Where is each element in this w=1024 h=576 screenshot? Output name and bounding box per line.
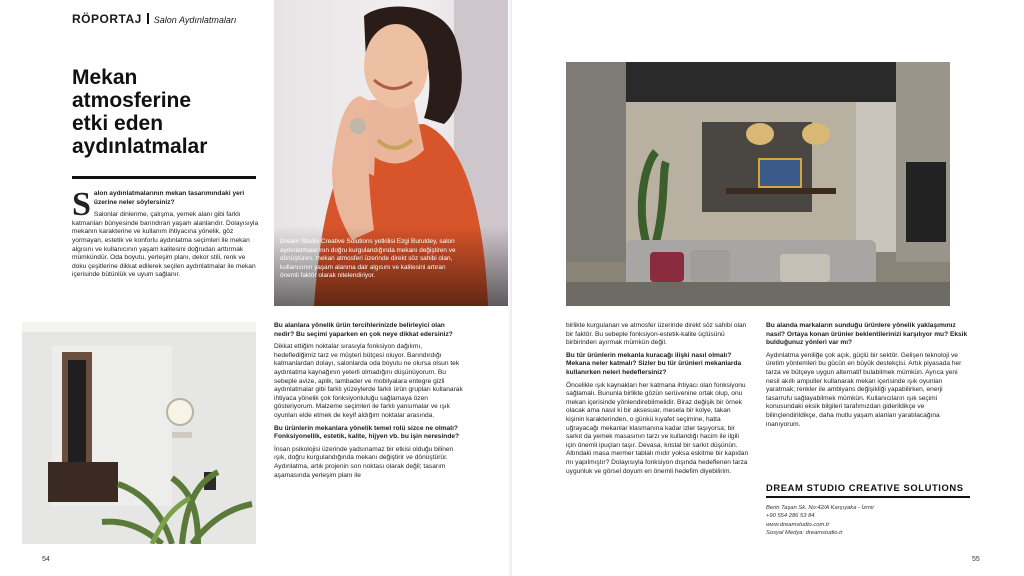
- title-line: atmosferine: [72, 89, 192, 112]
- column-2-text: [274, 322, 464, 484]
- right-page: [512, 0, 1024, 576]
- company-phone: +90 554 286 53 84: [766, 513, 815, 520]
- question-2: Bu ürünlerin mekanlara yönelik temel rolü sizce ne olmalı? Fonksiyonellik, estetik, kalite, hijyen vb. bu işin neresinde?: [274, 424, 460, 441]
- article-title: [72, 66, 272, 158]
- intro-answer: Salonlar dinlenme, çalışma, yemek alanı gibi farklı katmanları bünyesinde barındıran yaşam alanlarıdır. Dolayısıyla mekanın karakterine ve kullanım ihtiyacına yönelik, göz yormayan, estetik ve konforlu aydınlatma seçimleri ile mekan algısını ve kullanıcının yaşam kalitesini doğrudan arttırmak mümkündür. Oda boyutu, yerleşim planı, dekor stili, renk ve doku çeşitlerine dikkat edilerek seçilen aydınlatmalar ile mekan içerisinde bütünlük ve uyum sağlanır.: [72, 211, 259, 279]
- company-social[interactable]: Sosyal Medya: dreamstudio.tr: [766, 530, 843, 537]
- company-address: Berin Taşan Sk. No:42/A Karşıyaka - İzmir: [766, 505, 875, 511]
- answer-2-continued: birlikte kurgulanan ve atmosfer üzerinde direkt söz sahibi olan bir faktör. Bu sebeple fonksiyon-estetik-kalite üçlüsünü birbirinden ayırmak mümkün değil.: [566, 322, 747, 347]
- page-number-left: 54: [42, 556, 50, 563]
- title-line: aydınlatmalar: [72, 135, 208, 158]
- intro-question-text: alon aydınlatmalarının mekan tasarımındaki yeri üzerine neler söylersiniz?: [93, 190, 245, 206]
- company-website[interactable]: www.dreamstudio.com.tr: [766, 521, 830, 528]
- question-3: Bu tür ürünlerin mekanla kuracağı ilişki nasıl olmalı? Mekana neler katmalı? Sizler bu tür ürünleri mekanlarda kullanırken neleri hedeflersiniz?: [566, 351, 742, 376]
- answer-3: Öncelikle ışık kaynakları her katmana ihtiyacı olan fonksiyonu sağlamalı. Bununla birlikte gözün serüvenine ortak olup, onu mekan içerisinde yönlendirebilmelidir. Biraz değişik bir örnek olacak ama nasıl ki bir aksesuar, mesela bir kolye, takan kişinin karakterinden, o günkü kıyafet seçimine, hatta uğrayacağı mekanlar klasmanına kadar izler taşıyorsa; bir sarkıt da yemek masasının tarzı ve kullandığı hacim ile ilgili için önemli ipuçları taşır. Devasa, kristal bir sarkıt düşünün. Altındaki masa mermer tablalı mıdır yoksa eskitme bir kapıdan mı yapılmıştır? Dolayısıyla fonksiyon dışında hedeflenen tarza uygunluk ve görsel doyum en önemli hedefim diyebilirim.: [566, 381, 749, 475]
- section-subtitle: Salon Aydınlatmaları: [153, 15, 237, 25]
- interior-wall-illustration: [22, 322, 256, 544]
- answer-1: Dikkat ettiğim noktalar sırasıyla fonksiyon dağılımı, hedeflediğimiz tarz ve müşteri bütçesi oluyor. Barındırdığı katmanlardan dolayı, salonlarda oda boyutu ne olursa olsun tek aydınlatma kaynağının yeterli olmadığını düşünüyorum. Bu sebeple avize, aplik, lambader ve mobilyalara entegre gizli aydınlatmalar gibi farklı yüzeylerde farklı ürün grupları kullanarak ihtiyaca yönelik çok fonksiyonluluğu sağlamaya özen gösteriyorum. Malzeme seçimleri ile farklı yansımalar ve ışık oyunları elde etmek de keyif aldığım noktalar arasında.: [274, 343, 463, 419]
- section-header: [72, 12, 236, 26]
- company-name: DREAM STUDIO CREATIVE SOLUTIONS: [766, 482, 964, 493]
- company-contact: [766, 504, 970, 538]
- column-4-text: [766, 322, 970, 433]
- photo-caption: Dream Studio Creative Solutions yetkilisi Ezgi Buruldey, salon aydınlatmalarının doğru kurgulandığında mekanı değiştiren ve dönüştüren, mekan atmosferi üzerinde direkt söz sahibi olan, kullanıcının yaşam alanına dair algısını ve kalitesini artıran önemli faktör olarak nitelendiriyor.: [280, 238, 456, 280]
- question-4: Bu alanda markaların sunduğu ürünlere yönelik yaklaşımınız nasıl? Ortaya konan ürünler beklentilerinizi karşılıyor mu? Eksik bulduğunuz yönleri var mı?: [766, 322, 968, 347]
- question-1: Bu alanlara yönelik ürün tercihlerinizde belirleyici olan nedir? Bu seçimi yaparken en çok neye dikkat edersiniz?: [274, 322, 453, 338]
- company-underline: [766, 496, 970, 498]
- living-room-illustration: [566, 62, 950, 306]
- intro-text: [72, 186, 260, 284]
- intro-question: [72, 186, 260, 223]
- title-line: etki eden: [72, 112, 164, 135]
- section-divider: [147, 13, 149, 24]
- section-label: RÖPORTAJ: [72, 12, 142, 26]
- answer-4: Aydınlatma yeniliğe çok açık, güçlü bir sektör. Gelişen teknoloji ve üretim yöntemleri bu gücün en büyük destekçisi. Artık piyasada her tarza ve bütçeye uygun alternatif bulabilmek mümkün. Ayrıca yeni nesil akıllı ampuller kullanarak mekan içerisinde ışık oyunları yaratmak; renkler ile ambiyans değişikliği yapabilirken, enerji tasarrufu sağlayabilmek mümkün. Kullanıcıların ışık seçimi konusundaki eksik bilgileri tarafımızdan giderildikçe ve bilinçlendirildikçe, daha mutlu yaşam alanları yaratılacağına inanıyorum.: [766, 351, 962, 428]
- title-underline: [72, 176, 256, 179]
- interior-photo-living-room: [566, 62, 950, 306]
- title-line: Mekan: [72, 66, 138, 89]
- column-3-text: [566, 322, 750, 480]
- answer-2: İnsan psikolojisi üzerinde yadsınamaz bir etkisi olduğu bilinen ışık, doğru kurgulandığında mekanı değiştirir ve dönüştürür. Aydınlatma, artık projenin son noktası olarak değil; tasarım aşamasında yerleşim planı ile: [274, 445, 454, 479]
- drop-cap: S: [72, 186, 91, 223]
- page-number-right: 55: [972, 556, 980, 563]
- interior-photo-wall: [22, 322, 256, 544]
